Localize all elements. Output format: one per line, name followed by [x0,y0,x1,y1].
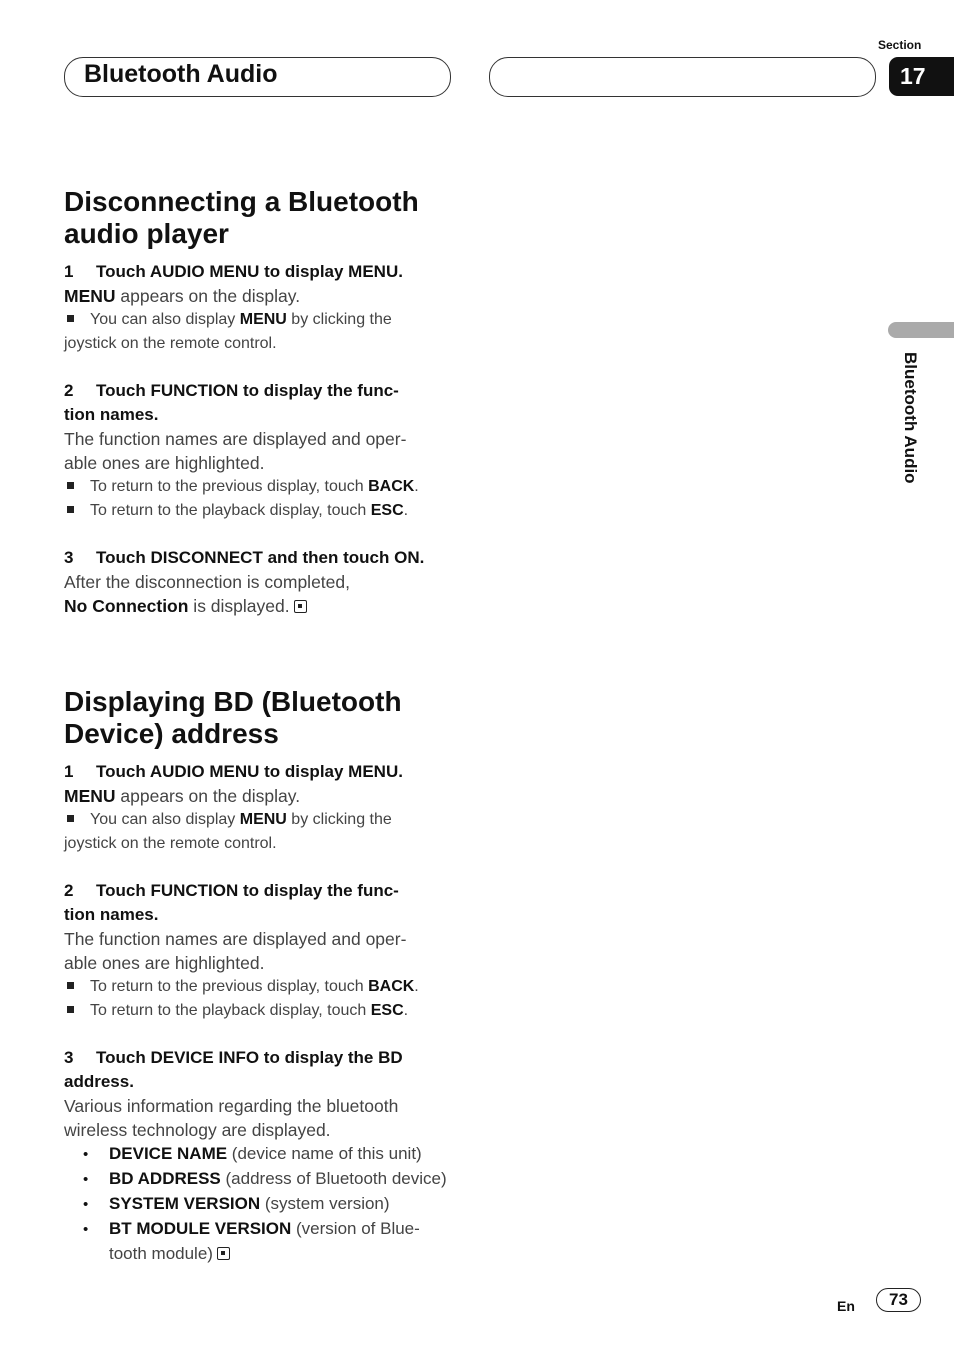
square-bullet-icon [67,815,74,822]
step-3-text: After the disconnection is completed, No Connection is displayed. [64,572,350,616]
bullet-dot-icon: • [83,1196,89,1213]
square-bullet-icon [67,315,74,322]
list-item: • BT MODULE VERSION (version of Blue- tooth module) [83,1219,420,1263]
end-mark-icon [217,1247,230,1260]
header-blank-frame [489,57,876,97]
step-1-title: 1 Touch AUDIO MENU to display MENU. [64,262,403,281]
end-mark-icon [294,600,307,613]
step-2-title: 2 Touch FUNCTION to display the func- tion names. [64,381,399,424]
section-title: Displaying BD (Bluetooth Device) address [64,686,402,749]
step-2-text: The function names are displayed and oper- able ones are highlighted. [64,429,407,473]
bullet-dot-icon: • [83,1221,89,1238]
step-1-text: MENU appears on the display. [64,786,301,806]
step-1-text: MENU appears on the display. [64,286,301,306]
step-2-text: The function names are displayed and oper- able ones are highlighted. [64,929,407,973]
bullet-dot-icon: • [83,1171,89,1188]
section-disconnecting [64,186,456,618]
footer-language: En [837,1298,855,1314]
section-label: Section [878,38,922,52]
section-bd-address [64,686,456,1266]
list-item: • SYSTEM VERSION (system version) [64,1192,456,1217]
step-3-text: Various information regarding the bluetooth wireless technology are displayed. [64,1096,399,1140]
step-2-title: 2 Touch FUNCTION to display the func- tion names. [64,881,399,924]
square-bullet-icon [67,506,74,513]
side-tab-label: Bluetooth Audio [901,352,920,484]
step-2-note-esc: To return to the playback display, touch ESC. [64,999,456,1023]
side-tab-marker [888,322,954,338]
step-3-title: 3 Touch DISCONNECT and then touch ON. [64,548,425,567]
step-2-note-esc: To return to the playback display, touch ESC. [64,499,456,523]
step-1-note: You can also display MENU by clicking the joystick on the remote control. [64,311,392,352]
step-1-title: 1 Touch AUDIO MENU to display MENU. [64,762,403,781]
section-title: Disconnecting a Bluetooth audio player [64,186,419,249]
step-2-note-back: To return to the previous display, touch BACK. [64,475,456,499]
list-item: • DEVICE NAME (device name of this unit) [64,1142,456,1167]
bullet-dot-icon: • [83,1146,89,1163]
page-number: 73 [876,1288,921,1312]
step-1-note: You can also display MENU by clicking the joystick on the remote control. [64,811,392,852]
list-item: • BD ADDRESS (address of Bluetooth device) [64,1167,456,1192]
step-2-note-back: To return to the previous display, touch BACK. [64,975,456,999]
square-bullet-icon [67,982,74,989]
square-bullet-icon [67,482,74,489]
square-bullet-icon [67,1006,74,1013]
header-title: Bluetooth Audio [84,60,278,88]
step-3-title: 3 Touch DEVICE INFO to display the BD address. [64,1048,403,1091]
section-number: 17 [889,57,954,96]
